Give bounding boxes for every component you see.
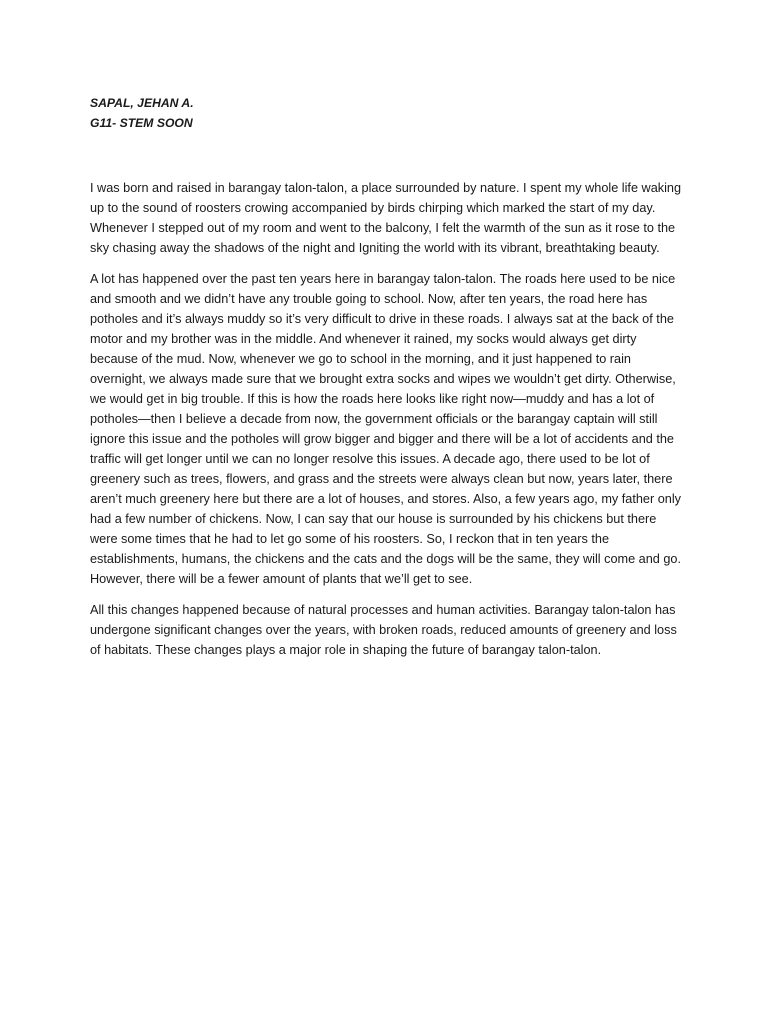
- paragraph-3: All this changes happened because of natural processes and human activities. Barangay talon-talon has undergone significant changes over the years, with broken roads, reduced amounts of greenery and loss of habitats. These changes plays a major role in shaping the future of barangay talon-talon.: [90, 603, 677, 657]
- paragraph-2: A lot has happened over the past ten years here in barangay talon-talon. The roads here used to be nice and smooth and we didn’t have any trouble going to school. Now, after ten years, the road here has potholes and it’s always muddy so it’s very difficult to drive in these roads. I always sat at the back of the motor and my brother was in the middle. And whenever it rained, my socks would always get dirty because of the mud. Now, whenever we go to school in the morning, and it just happened to rain overnight, we always made sure that we brought extra socks and wipes we wouldn’t get dirty. Otherwise, we would get in big trouble. If this is how the roads here looks like right now—muddy and has a lot of potholes—then I believe a decade from now, the government officials or the barangay captain will still ignore this issue and the potholes will grow bigger and bigger and there will be a lot of accidents and the traffic will get longer until we can no longer resolve this issues. A decade ago, there used to be lot of greenery such as trees, flowers, and grass and the streets were always clean but now, years later, there aren’t much greenery here but there are a lot of houses, and stores. Also, a few years ago, my father only had a few number of chickens. Now, I can say that our house is surrounded by his chickens but there were some times that he had to let go some of his roosters. So, I reckon that in ten years the establishments, humans, the chickens and the cats and the dogs will be the same, they will come and go. However, there will be a fewer amount of plants that we’ll get to see.: [90, 272, 682, 586]
- paragraph-1: I was born and raised in barangay talon-talon, a place surrounded by nature. I spent my whole life waking up to the sound of roosters crowing accompanied by birds chirping which marked the start of my day. Whenever I stepped out of my room and went to the balcony, I felt the warmth of the sun as it rose to the sky chasing away the shadows of the night and Igniting the world with its vibrant, breathtaking beauty.: [90, 181, 682, 255]
- author-block: [90, 93, 682, 133]
- document-content: [90, 93, 682, 671]
- author-name: SAPAL, JEHAN A.: [90, 96, 194, 110]
- author-section: G11- STEM SOON: [90, 116, 193, 130]
